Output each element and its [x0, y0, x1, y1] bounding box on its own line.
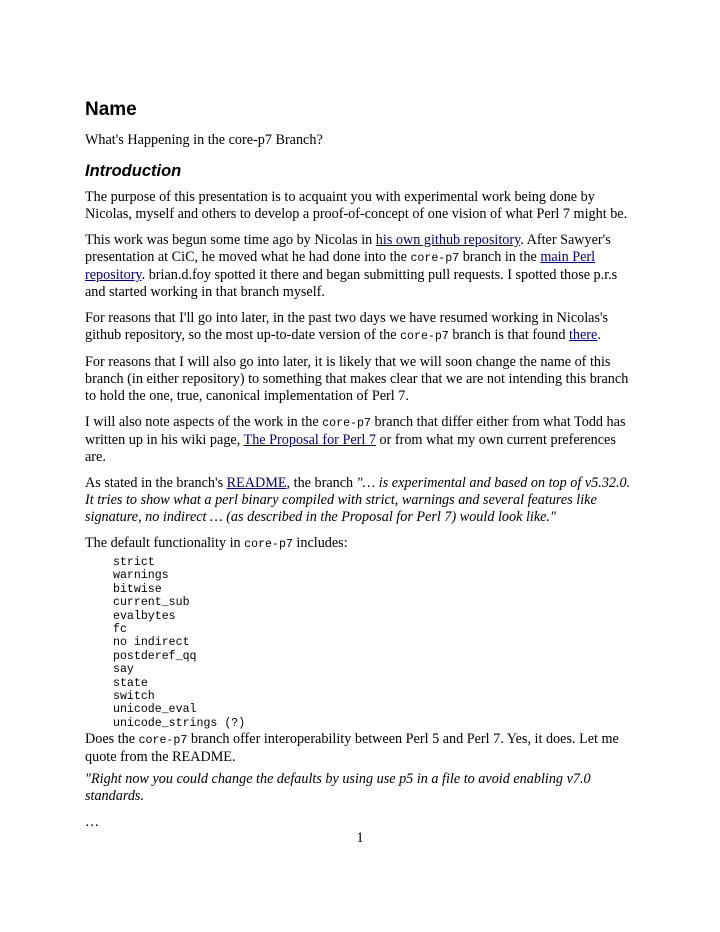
text-span: .	[597, 327, 601, 343]
there-link[interactable]: there	[568, 327, 598, 343]
text-span: This work was begun some time ago by Nicolas in	[85, 232, 376, 248]
feature-item: bitwise	[113, 582, 162, 596]
text-span: The default functionality in	[85, 535, 245, 551]
text-span: branch offer interoperability between Perl 5 and Perl 7. Yes, it does. Let me quote from the README.	[85, 731, 619, 766]
branch-code: core-p7	[138, 734, 188, 748]
text-span: branch that differ either from what Todd has written up in his wiki page,	[85, 414, 626, 448]
proposal-link[interactable]: The Proposal for Perl 7	[243, 432, 376, 448]
intro-paragraph-7	[85, 535, 633, 553]
main-perl-repo-link[interactable]: main Perl repository	[85, 249, 596, 283]
document-page	[85, 98, 633, 840]
feature-item: no indirect	[113, 636, 190, 650]
text-span: or from what my own current preferences are.	[85, 432, 616, 465]
quote-text: "Right now you could change the defaults by using use p5 in a file to avoid enabling v7.0 standards.	[85, 771, 591, 805]
branch-code: core-p7	[244, 538, 293, 551]
intro-paragraph-4: For reasons that I will also go into later, it is likely that we will soon change the name of this branch (in either repository) to something that makes clear that we are not intending this branch to hold the one, true, canonical implementation of Perl 7.	[85, 354, 629, 404]
feature-item: evalbytes	[113, 609, 176, 623]
text-span: includes:	[292, 535, 348, 551]
readme-link[interactable]: README	[226, 475, 287, 491]
text-span: As stated in the branch's	[85, 475, 227, 491]
text-span: branch in the	[459, 249, 541, 265]
readme-quote-2	[85, 771, 633, 805]
document-subtitle: What's Happening in the core-p7 Branch?	[85, 132, 323, 148]
feature-item: warnings	[113, 569, 169, 583]
name-heading: Name	[85, 99, 137, 120]
feature-item: fc	[113, 623, 127, 637]
intro-paragraph-6	[85, 475, 633, 526]
branch-code: core-p7	[322, 417, 371, 430]
feature-list	[113, 556, 633, 730]
branch-code: core-p7	[410, 252, 460, 265]
page-number: 1	[356, 830, 364, 846]
readme-quote: "… is experimental and based on top of v5.32.0. It tries to show what a perl binary compiled with strict, warnings and several features like signature, no indirect … (as described in the Proposal for Perl 7) would look like."	[85, 475, 631, 525]
text-span: Does the	[85, 731, 139, 748]
intro-paragraph-1: The purpose of this presentation is to acquaint you with experimental work being done by Nicolas, myself and others to develop a proof-of-concept of one vision of what Perl 7 might be.	[85, 189, 628, 222]
intro-paragraph-2	[85, 232, 633, 301]
branch-code: core-p7	[400, 330, 449, 343]
text-span: branch is that found	[448, 327, 569, 343]
text-span: . brian.d.foy spotted it there and began submitting pull requests. I spotted those p.r.s and started working in that branch myself.	[85, 267, 618, 300]
feature-item: strict	[113, 556, 155, 569]
feature-item: unicode_strings (?)	[113, 716, 246, 730]
text-span: , the branch	[286, 475, 357, 491]
introduction-heading: Introduction	[85, 162, 182, 180]
intro-paragraph-3	[85, 310, 633, 345]
feature-item: state	[113, 676, 148, 690]
github-repo-link[interactable]: his own github repository	[375, 232, 521, 248]
feature-item: postderef_qq	[113, 649, 197, 663]
feature-item: current_sub	[113, 596, 190, 610]
feature-item: unicode_eval	[113, 703, 197, 717]
feature-item: switch	[113, 690, 155, 704]
text-span: . After Sawyer's presentation at CiC, he moved what he had done into the	[85, 232, 611, 265]
text-span: For reasons that I'll go into later, in the past two days we have resumed working in Nicolas's github repository, so the most up-to-date version of the	[85, 310, 609, 343]
ellipsis: …	[85, 814, 100, 831]
intro-paragraph-8	[85, 731, 633, 766]
intro-paragraph-5	[85, 414, 633, 466]
feature-item: say	[113, 663, 134, 677]
text-span: I will also note aspects of the work in the	[85, 414, 323, 430]
